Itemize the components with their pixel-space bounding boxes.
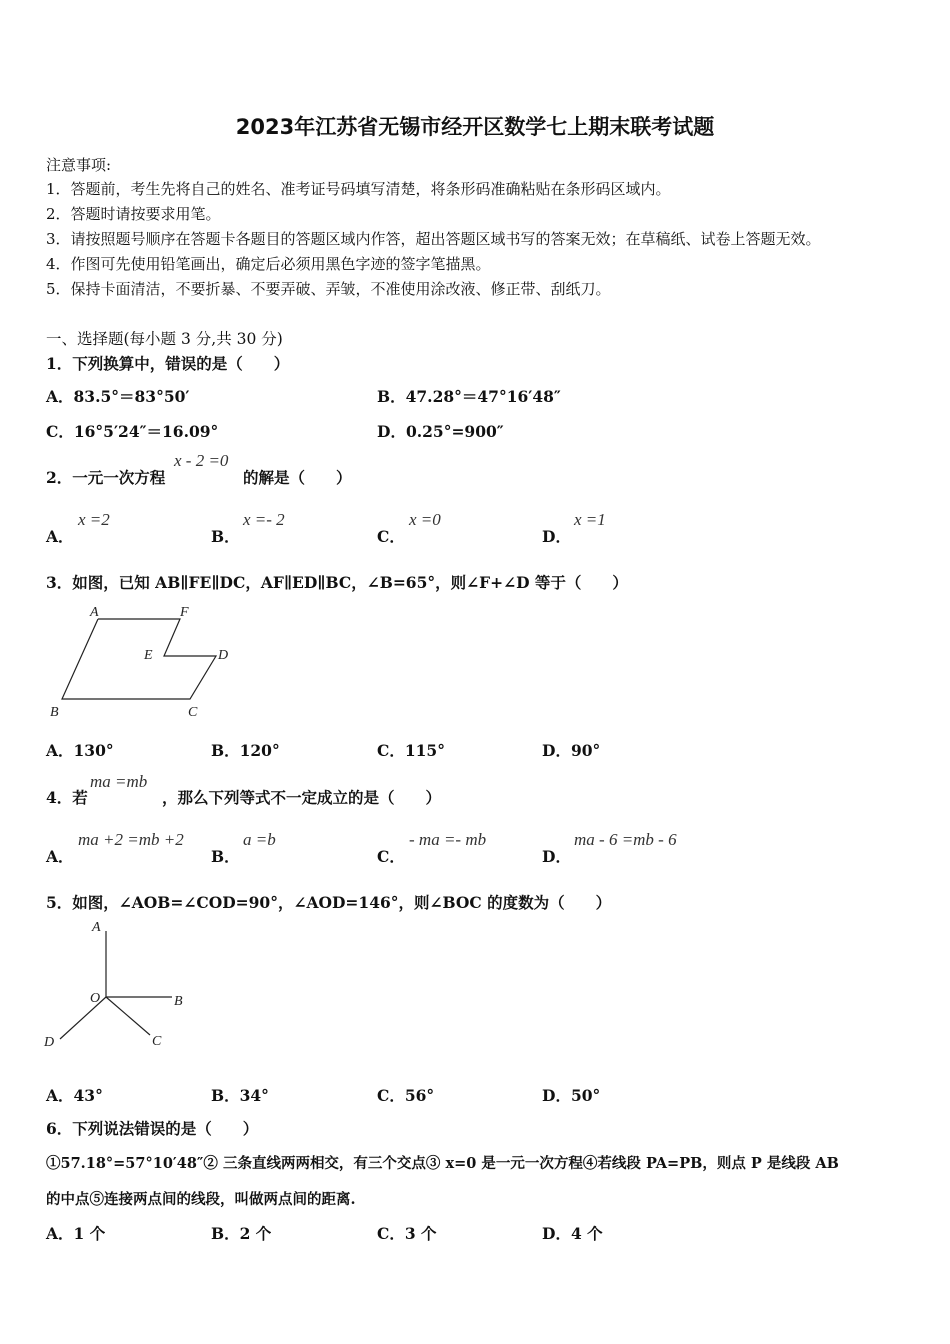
q5-option-d: D．50° <box>542 1086 601 1105</box>
label-A: A <box>92 920 101 935</box>
figure-q3-outline <box>62 619 216 699</box>
question-6-statements-cont: 的中点⑤连接两点间的线段，叫做两点间的距离. <box>46 1191 356 1208</box>
q6-option-d: D．4 个 <box>542 1224 603 1243</box>
q2-option-c-label: C． <box>377 527 405 546</box>
label-C: C <box>188 705 198 720</box>
q4-option-d-label: D． <box>542 847 571 866</box>
q5-option-c: C．56° <box>377 1086 435 1105</box>
q6-option-c: C．3 个 <box>377 1224 437 1243</box>
q4-option-c: - ma =- mb <box>409 830 487 849</box>
q3-option-d: D．90° <box>542 741 601 760</box>
q4-option-a: ma +2 =mb +2 <box>78 830 184 849</box>
notice-heading: 注意事项: <box>46 156 112 174</box>
q5-option-b: B．34° <box>211 1086 269 1105</box>
q1-option-b: B．47.28°＝47°16′48″ <box>377 387 561 406</box>
q1-option-a: A．83.5°＝83°50′ <box>46 387 190 406</box>
question-2-post: 的解是（ ） <box>243 468 352 487</box>
label-E: E <box>144 648 153 663</box>
question-4-equation: ma =mb <box>90 772 148 791</box>
page-title: 2023年江苏省无锡市经开区数学七上期末联考试题 <box>235 115 715 139</box>
question-6-stem: 6．下列说法错误的是（ ） <box>46 1119 259 1138</box>
q3-option-c: C．115° <box>377 741 445 760</box>
label-B: B <box>174 994 183 1009</box>
q5-option-a: A．43° <box>46 1086 103 1105</box>
q4-option-b-label: B． <box>211 847 240 866</box>
q2-option-a-label: A． <box>46 527 74 546</box>
q2-option-d-label: D． <box>542 527 571 546</box>
q2-option-b: x =- 2 <box>243 510 285 529</box>
label-D: D <box>218 648 229 663</box>
q6-option-a: A．1 个 <box>46 1224 106 1243</box>
notice-item: 2．答题时请按要求用笔。 <box>46 205 221 223</box>
question-5-stem: 5．如图，∠AOB=∠COD=90°，∠AOD=146°，则∠BOC 的度数为（ ） <box>46 893 612 912</box>
question-2-pre: 2．一元一次方程 <box>46 468 166 487</box>
label-F: F <box>180 605 189 620</box>
q2-option-b-label: B． <box>211 527 240 546</box>
question-1-stem: 1．下列换算中，错误的是（ ） <box>46 354 290 373</box>
q4-option-a-label: A． <box>46 847 74 866</box>
q1-option-c: C．16°5′24″＝16.09° <box>46 422 219 441</box>
question-4-post: ，那么下列等式不一定成立的是（ ） <box>162 788 442 807</box>
question-6-statements: ①57.18°=57°10′48″② 三条直线两两相交，有三个交点③ x=0 是一元一次方程④若线段 PA=PB，则点 P 是线段 AB <box>46 1155 839 1172</box>
q1-option-d: D．0.25°=900″ <box>377 422 504 441</box>
notice-item: 3．请按照题号顺序在答题卡各题目的答题区域内作答，超出答题区域书写的答案无效；在草稿纸、试卷上答题无效。 <box>46 230 821 248</box>
q4-option-c-label: C． <box>377 847 405 866</box>
q3-option-a: A．130° <box>46 741 114 760</box>
label-C: C <box>152 1034 162 1049</box>
figure-angles <box>40 915 200 1055</box>
notice-item: 1．答题前，考生先将自己的姓名、准考证号码填写清楚，将条形码准确粘贴在条形码区域内。 <box>46 180 671 198</box>
q6-option-b: B．2 个 <box>211 1224 272 1243</box>
question-4-pre: 4．若 <box>46 788 88 807</box>
section-heading: 一、选择题(每小题 3 分,共 30 分) <box>46 330 283 348</box>
question-2-equation: x - 2 =0 <box>174 451 229 470</box>
q4-option-d: ma - 6 =mb - 6 <box>574 830 677 849</box>
q2-option-d: x =1 <box>574 510 606 529</box>
label-B: B <box>50 705 59 720</box>
label-D: D <box>44 1035 55 1050</box>
question-3-stem: 3．如图，已知 AB∥FE∥DC，AF∥ED∥BC，∠B=65°，则∠F+∠D 等于（ ） <box>46 573 628 592</box>
figure-q5-ray-oc <box>106 997 150 1035</box>
q2-option-c: x =0 <box>409 510 441 529</box>
notice-item: 5．保持卡面清洁，不要折暴、不要弄破、弄皱，不准使用涂改液、修正带、刮纸刀。 <box>46 280 611 298</box>
label-O: O <box>90 991 101 1006</box>
label-A: A <box>90 605 99 620</box>
figure-parallelogram <box>44 600 244 725</box>
q2-option-a: x =2 <box>78 510 110 529</box>
q4-option-b: a =b <box>243 830 276 849</box>
notice-item: 4．作图可先使用铅笔画出，确定后必须用黑色字迹的签字笔描黑。 <box>46 255 491 273</box>
q3-option-b: B．120° <box>211 741 280 760</box>
